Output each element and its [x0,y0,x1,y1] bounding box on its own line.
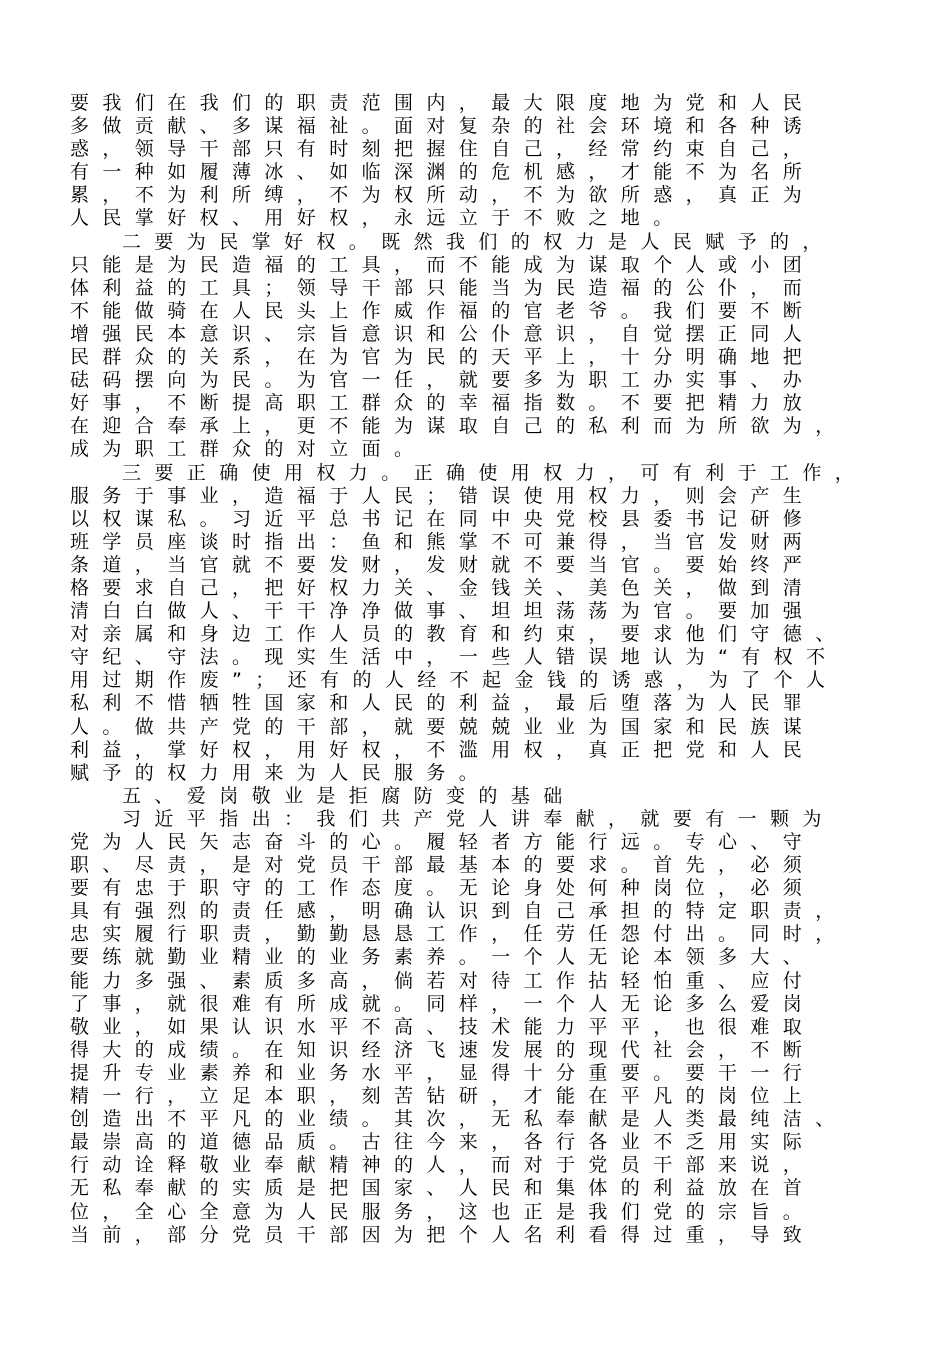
text-line: 惑，领导干部只有时刻把握住自己，经常约束自己， [70,138,816,161]
text-line: 以权谋私。习近平总书记在同中央党校县委书记研修 [70,507,816,530]
paragraph-start-line: 二要为民掌好权。既然我们的权力是人民赋予的， [122,230,835,253]
text-line: 只能是为民造福的工具，而不能成为谋取个人或小团 [70,253,816,276]
text-line: 人民掌好权、用好权，永远立于不败之地。 [70,207,686,230]
text-line: 党为人民矢志奋斗的心。履轻者方能行远。专心、守 [70,831,816,853]
text-line: 在迎合奉承上，更不能为谋取自己的私利而为所欲为， [70,415,848,438]
text-line: 创造出不平凡的业绩。其次，无私奉献是人类最纯洁、 [70,1108,848,1131]
text-line: 具有强烈的责任感，明确认识到自己承担的特定职责， [70,900,848,923]
text-line: 多做贡献、多谋福祉。面对复杂的社会环境和各种诱 [70,115,816,138]
text-line: 提升专业素养和业务水平，显得十分重要。要干一行 [70,1061,816,1084]
text-line: 了事，就很难有所成就。同样，一个人无论多么爱岗 [70,992,816,1015]
text-line: 无私奉献的实质是把国家、人民和集体的利益放在首 [70,1177,816,1200]
text-line: 职、尽责，是对党员干部最基本的要求。首先，必须 [70,854,816,877]
text-line: 对亲属和身边工作人员的教育和约束，要求他们守德、 [70,623,848,646]
text-line: 累，不为利所缚，不为权所动，不为欲所惑，真正为 [70,184,816,207]
text-line: 行动诠释敬业奉献精神的人，而对于党员干部来说， [70,1154,816,1177]
text-line: 人。做共产党的干部，就要兢兢业业为国家和民族谋 [70,715,816,738]
text-line: 要我们在我们的职责范围内，最大限度地为党和人民 [70,92,816,114]
text-line: 能力多强、素质多高，倘若对待工作拈轻怕重、应付 [70,969,816,992]
text-line: 体利益的工具；领导干部只能当为民造福的公仆，而 [70,276,816,299]
section-heading: 五、爱岗敬业是拒腐防变的基础 [122,784,576,807]
text-line: 成为职工群众的对立面。 [70,438,427,461]
text-line: 忠实履行职责，勤勤恳恳工作，任劳任怨付出。同时， [70,923,848,946]
text-line: 赋予的权力用来为人民服务。 [70,761,492,784]
text-line: 增强民本意识、宗旨意识和公仆意识，自觉摆正同人 [70,322,816,345]
document-body [70,92,870,1247]
text-line: 要练就勤业精业的业务素养。一个人无论本领多大、 [70,946,816,969]
text-line: 利益，掌好权，用好权，不滥用权，真正把党和人民 [70,738,816,761]
text-line: 私利不惜牺牲国家和人民的利益，最后堕落为人民罪 [70,692,816,715]
text-line: 服务于事业，造福于人民；错误使用权力，则会产生 [70,484,816,507]
paragraph-start-line: 三要正确使用权力。正确使用权力，可有利于工作， [122,461,868,484]
text-line: 位，全心全意为人民服务，这也正是我们党的宗旨。 [70,1200,816,1223]
text-line: 精一行，立足本职，刻苦钻研，才能在平凡的岗位上 [70,1085,816,1108]
text-line: 有一种如履薄冰、如临深渊的危机感，才能不为名所 [70,161,816,184]
text-line: 民群众的关系，在为官为民的天平上，十分明确地把 [70,346,816,369]
text-line: 砝码摆向为民。为官一任，就要多为职工办实事、办 [70,369,816,392]
paragraph-start-line: 习近平指出：我们共产党人讲奉献，就要有一颗为 [122,807,835,830]
text-line: 要有忠于职守的工作态度。无论身处何种岗位，必须 [70,877,816,900]
text-line: 当前，部分党员干部因为把个人名利看得过重，导致 [70,1223,816,1246]
text-line: 得大的成绩。在知识经济飞速发展的现代社会，不断 [70,1038,816,1061]
text-line: 不能做骑在人民头上作威作福的官老爷。我们要不断 [70,299,816,322]
text-line: 班学员座谈时指出：鱼和熊掌不可兼得，当官发财两 [70,530,816,553]
text-line: 好事，不断提高职工群众的幸福指数。不要把精力放 [70,392,816,415]
text-line: 条道，当官就不要发财，发财就不要当官。要始终严 [70,553,816,576]
text-line: 清白白做人、干干净净做事、坦坦荡荡为官。要加强 [70,600,816,623]
text-line: 用过期作废”；还有的人经不起金钱的诱惑，为了个人 [70,669,839,692]
text-line: 格要求自己，把好权力关、金钱关、美色关，做到清 [70,576,816,599]
text-line: 最崇高的道德品质。古往今来，各行各业不乏用实际 [70,1131,816,1154]
text-line: 敬业，如果认识水平不高、技术能力平平，也很难取 [70,1015,816,1038]
text-line: 守纪、守法。现实生活中，一些人错误地认为“有权不 [70,646,839,669]
